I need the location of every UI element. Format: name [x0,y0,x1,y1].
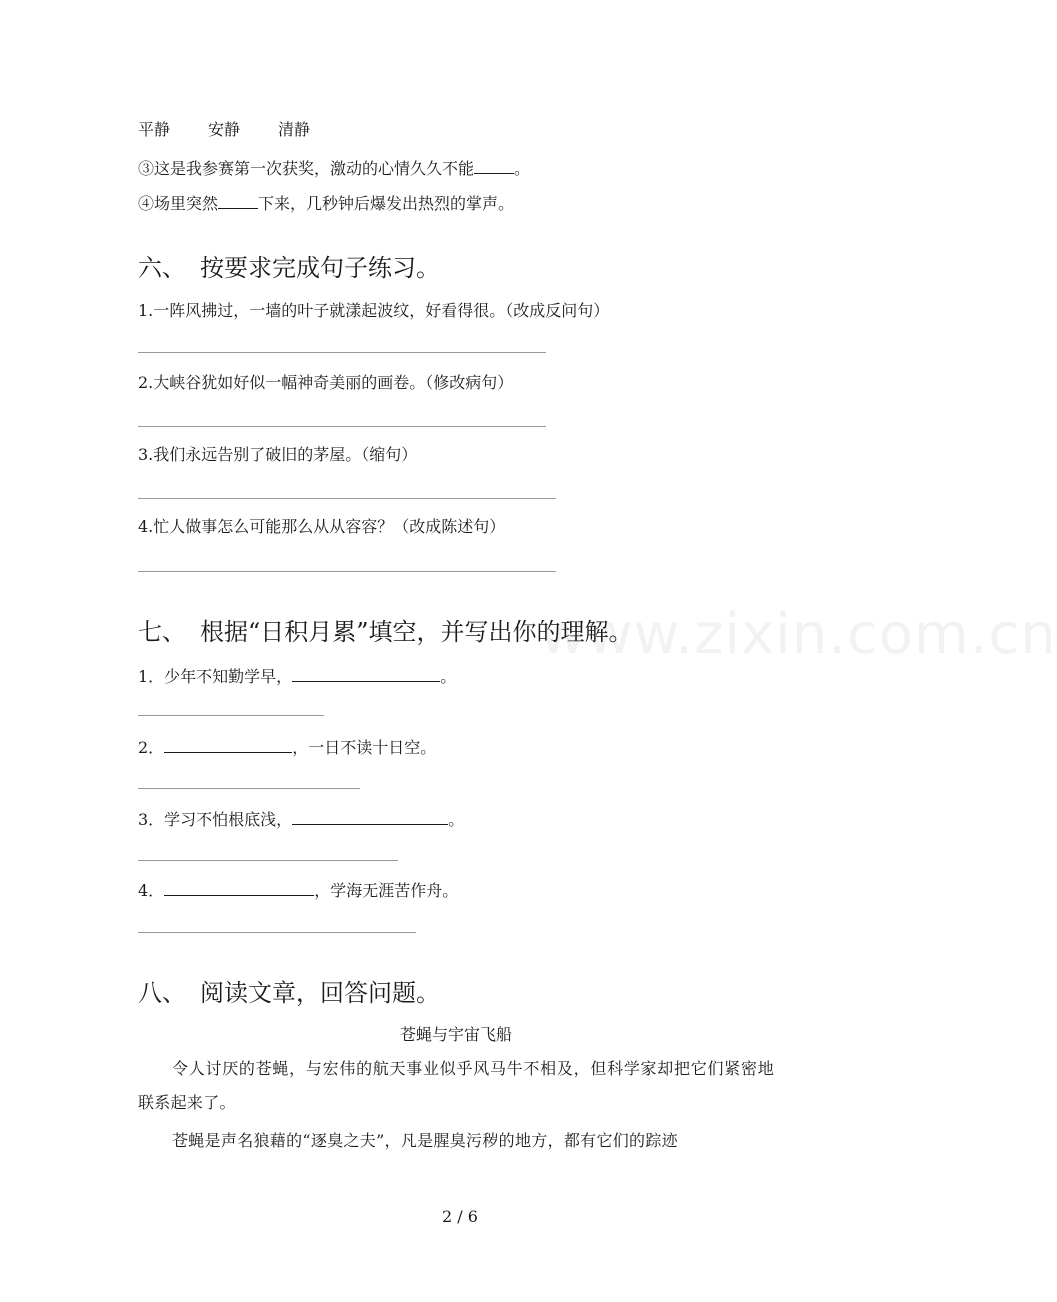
section-8-heading [138,978,440,1008]
answer-line[interactable] [138,498,556,499]
understanding-line[interactable] [138,788,360,789]
question-3 [138,157,530,179]
answer-line[interactable] [138,352,546,353]
word-choice: 平静 [138,120,171,139]
question-text: ④场里突然 [138,194,219,213]
exercise-item: 2.大峡谷犹如好似一幅神奇美丽的画卷。（修改病句） [138,373,514,392]
fill-item [138,879,458,901]
article-paragraph: 令人讨厌的苍蝇，与宏伟的航天事业似乎风马牛不相及，但科学家却把它们紧密地联系起来了。 [138,1059,774,1112]
answer-blank[interactable] [292,808,448,825]
fill-text: 4． [138,881,165,900]
fill-item [138,736,436,758]
article-paragraph: 苍蝇是声名狼藉的“逐臭之夫”，凡是腥臭污秽的地方，都有它们的踪迹 [172,1131,678,1150]
fill-item [138,665,456,687]
question-4 [138,192,514,214]
answer-line[interactable] [138,571,556,572]
understanding-line[interactable] [138,932,416,933]
question-text: 。 [514,159,531,178]
understanding-line[interactable] [138,860,398,861]
watermark: www.zixin.com.cn [540,602,1057,667]
fill-item [138,808,464,830]
section-title: 按要求完成句子练习。 [200,254,440,282]
section-number: 八、 [138,979,186,1007]
section-7-heading [138,617,633,647]
word-choices [138,120,348,140]
section-number: 六、 [138,254,186,282]
section-number: 七、 [138,618,186,646]
understanding-line[interactable] [138,715,324,716]
answer-blank[interactable] [474,157,514,174]
section-title: 根据“日积月累”填空，并写出你的理解。 [200,618,633,646]
section-6-heading [138,253,440,283]
word-choice: 安静 [208,120,241,139]
section-title: 阅读文章，回答问题。 [200,979,440,1007]
fill-text: ，学海无涯苦作舟。 [314,881,459,900]
exercise-item: 4.忙人做事怎么可能那么从从容容？（改成陈述句） [138,517,506,536]
answer-line[interactable] [138,426,546,427]
fill-text: ，一日不读十日空。 [292,738,437,757]
page-number: 2 / 6 [442,1207,478,1226]
answer-blank[interactable] [218,192,258,209]
article-title: 苍蝇与宇宙飞船 [399,1025,512,1044]
question-text: 下来，几秒钟后爆发出热烈的掌声。 [258,194,515,213]
word-choice: 清静 [278,120,311,139]
fill-text: 。 [440,667,457,686]
answer-blank[interactable] [292,665,440,682]
fill-text: 2． [138,738,165,757]
answer-blank[interactable] [164,879,314,896]
fill-text: 3．学习不怕根底浅， [138,810,293,829]
fill-text: 。 [448,810,465,829]
answer-blank[interactable] [164,736,292,753]
fill-text: 1．少年不知勤学早， [138,667,293,686]
question-text: ③这是我参赛第一次获奖，激动的心情久久不能 [138,159,475,178]
exercise-item: 1.一阵风拂过，一墙的叶子就漾起波纹，好看得很。（改成反问句） [138,301,610,320]
exercise-item: 3.我们永远告别了破旧的茅屋。（缩句） [138,445,418,464]
